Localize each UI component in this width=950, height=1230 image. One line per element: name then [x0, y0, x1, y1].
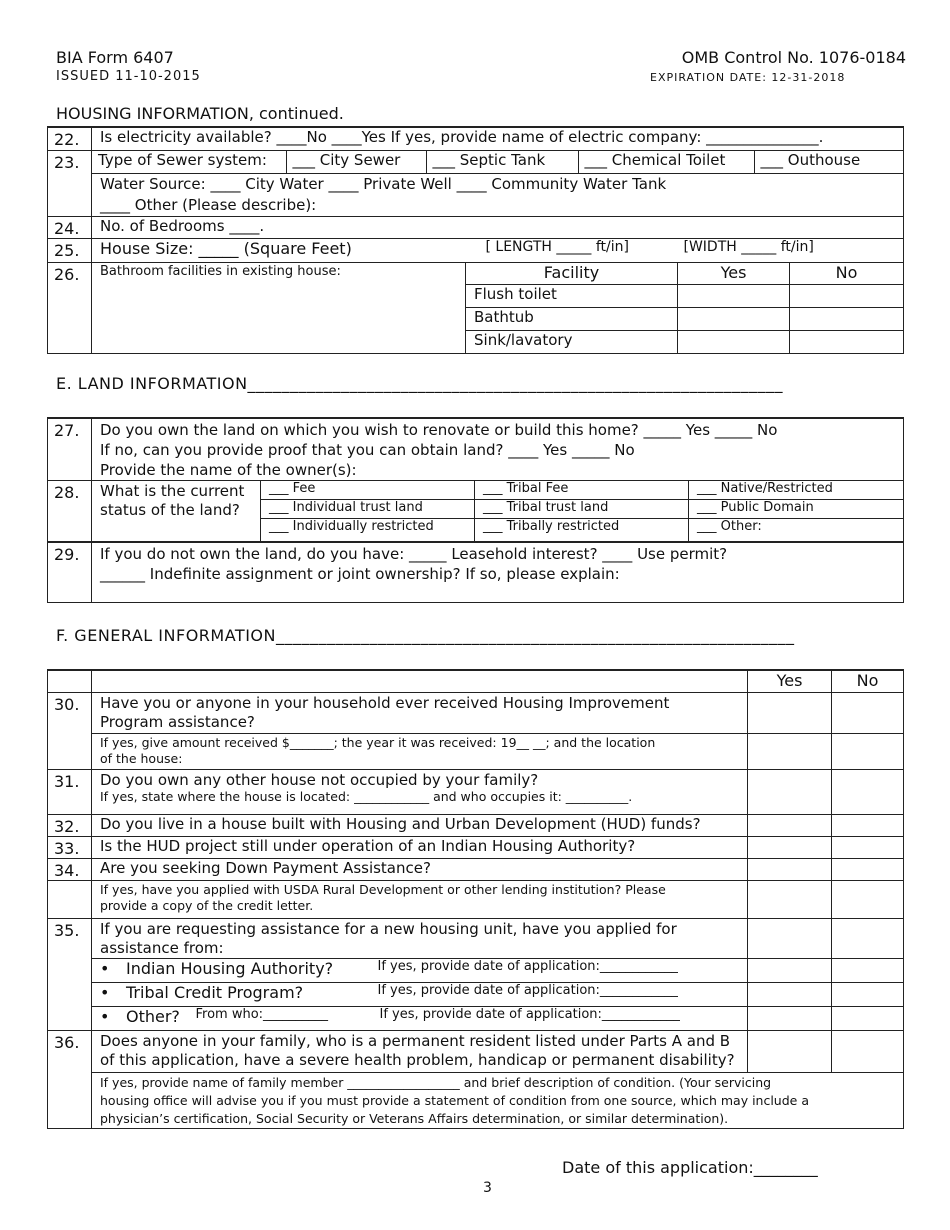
- q30-yes[interactable]: [748, 692, 832, 733]
- q30-sub-1[interactable]: If yes, give amount received $_______; the year it was received: 19__ __; and the location: [100, 734, 656, 750]
- q22-text[interactable]: Is electricity available? ____No ____Yes If yes, provide name of electric company: _______________.: [92, 127, 904, 150]
- water-source-other[interactable]: ____ Other (Please describe):: [100, 195, 317, 214]
- land-individually-restricted[interactable]: ___ Individually restricted: [261, 519, 475, 542]
- q34-sub-2: provide a copy of the credit letter.: [100, 898, 314, 914]
- q35-tcp-label: Tribal Credit Program?: [126, 982, 304, 1002]
- q34-sub-1: If yes, have you applied with USDA Rural Development or other lending institution? Please: [100, 881, 666, 897]
- section-d-title: HOUSING INFORMATION, continued.: [56, 104, 344, 123]
- q30-number: 30.: [48, 692, 92, 769]
- section-e-title: E. LAND INFORMATION_______________________________________________________________: [56, 374, 784, 393]
- sink-no[interactable]: [790, 330, 904, 353]
- q24-number: 24.: [48, 216, 92, 238]
- issued-date: ISSUED 11-10-2015: [56, 69, 201, 84]
- q35-number: 35.: [48, 918, 92, 1030]
- q29-number: 29.: [48, 542, 92, 603]
- question-24: [48, 216, 904, 238]
- land-fee[interactable]: ___ Fee: [261, 481, 475, 500]
- q34-number: 34.: [48, 858, 92, 880]
- q35-tcp-date[interactable]: If yes, provide date of application:____________: [377, 982, 678, 998]
- q35-no[interactable]: [832, 918, 904, 958]
- question-28: [48, 481, 904, 500]
- q35-other-yes[interactable]: [748, 1006, 832, 1030]
- q35-option-tribal-credit: [48, 982, 904, 1006]
- question-23: [48, 150, 904, 173]
- q31-yes[interactable]: [748, 769, 832, 814]
- q36-sub-2: housing office will advise you if you must provide a statement of condition from one source, which may include a: [100, 1092, 809, 1108]
- q35-tcp-yes[interactable]: [748, 982, 832, 1006]
- q34-sub-row: [48, 880, 904, 918]
- house-length-field[interactable]: [ LENGTH _____ ft/in]: [485, 238, 629, 255]
- facility-yes-header: Yes: [678, 262, 790, 284]
- land-table: [47, 417, 904, 603]
- q24-text[interactable]: No. of Bedrooms ____.: [92, 216, 904, 238]
- q26-text: Bathroom facilities in existing house:: [92, 262, 466, 353]
- q36-yes[interactable]: [748, 1030, 832, 1072]
- q36-text-1: Does anyone in your family, who is a permanent resident listed under Parts A and B: [100, 1031, 731, 1050]
- water-source-options[interactable]: Water Source: ____ City Water ____ Private Well ____ Community Water Tank: [100, 174, 667, 193]
- q29-leasehold[interactable]: If you do not own the land, do you have: _____ Leasehold interest? ____ Use permit?: [100, 544, 728, 563]
- q36-sub-row: [48, 1072, 904, 1128]
- q36-number: 36.: [48, 1030, 92, 1128]
- sewer-chemical-toilet[interactable]: ___ Chemical Toilet: [578, 151, 754, 173]
- land-tribally-restricted[interactable]: ___ Tribally restricted: [475, 519, 689, 542]
- q35-iha-no[interactable]: [832, 958, 904, 982]
- question-34: [48, 858, 904, 880]
- land-individual-trust[interactable]: ___ Individual trust land: [261, 500, 475, 519]
- housing-table: [47, 126, 904, 354]
- q35-text-2: assistance from:: [100, 938, 224, 957]
- q36-no[interactable]: [832, 1030, 904, 1072]
- q32-no[interactable]: [832, 814, 904, 836]
- expiration-date: EXPIRATION DATE: 12-31-2018: [650, 71, 846, 84]
- q27-proof-land[interactable]: If no, can you provide proof that you can obtain land? ____ Yes _____ No: [100, 441, 635, 459]
- bullet: •: [100, 982, 110, 1002]
- q35-other-date[interactable]: If yes, provide date of application:____________: [379, 1006, 680, 1022]
- q35-iha-label: Indian Housing Authority?: [126, 958, 334, 978]
- sewer-label: Type of Sewer system:: [92, 151, 286, 173]
- q28-label-2: status of the land?: [100, 501, 240, 519]
- general-yes-header: Yes: [748, 670, 832, 692]
- q30-sub-no[interactable]: [832, 733, 904, 769]
- q29-assignment[interactable]: ______ Indefinite assignment or joint ownership? If so, please explain:: [100, 564, 620, 583]
- q31-text: Do you own any other house not occupied by your family?: [100, 770, 539, 789]
- q31-number: 31.: [48, 769, 92, 814]
- q23-number: 23.: [48, 150, 92, 216]
- q35-iha-yes[interactable]: [748, 958, 832, 982]
- question-26: [48, 262, 904, 284]
- q30-text-1: Have you or anyone in your household ever received Housing Improvement: [100, 693, 670, 712]
- q35-option-other: [48, 1006, 904, 1030]
- q27-number: 27.: [48, 418, 92, 481]
- q32-yes[interactable]: [748, 814, 832, 836]
- q27-own-land[interactable]: Do you own the land on which you wish to renovate or build this home? _____ Yes _____ No: [100, 421, 778, 439]
- land-tribal-fee[interactable]: ___ Tribal Fee: [475, 481, 689, 500]
- q35-text-1: If you are requesting assistance for a new housing unit, have you applied for: [100, 919, 677, 938]
- bathtub-no[interactable]: [790, 307, 904, 330]
- sewer-options: [92, 151, 903, 173]
- land-native-restricted[interactable]: ___ Native/Restricted: [689, 481, 904, 500]
- bathtub-yes[interactable]: [678, 307, 790, 330]
- facility-no-header: No: [790, 262, 904, 284]
- q22-number: 22.: [48, 127, 92, 150]
- bullet: •: [100, 958, 110, 978]
- facility-bathtub: Bathtub: [466, 307, 678, 330]
- general-no-header: No: [832, 670, 904, 692]
- question-30: [48, 692, 904, 733]
- q33-number: 33.: [48, 836, 92, 858]
- facility-header: Facility: [466, 262, 678, 284]
- section-f-title: F. GENERAL INFORMATION_____________________________________________________________: [56, 626, 795, 645]
- q35-other-no[interactable]: [832, 1006, 904, 1030]
- sewer-outhouse[interactable]: ___ Outhouse: [760, 150, 861, 169]
- q35-option-ihA: [48, 958, 904, 982]
- q28-number: 28.: [48, 481, 92, 542]
- sewer-city[interactable]: ___ City Sewer: [286, 151, 426, 173]
- q33-text: Is the HUD project still under operation of an Indian Housing Authority?: [92, 836, 748, 858]
- land-public-domain[interactable]: ___ Public Domain: [689, 500, 904, 519]
- land-tribal-trust[interactable]: ___ Tribal trust land: [475, 500, 689, 519]
- flush-toilet-no[interactable]: [790, 284, 904, 307]
- facility-flush-toilet: Flush toilet: [466, 284, 678, 307]
- question-27: [48, 418, 904, 481]
- general-table: [47, 669, 904, 1129]
- sink-yes[interactable]: [678, 330, 790, 353]
- application-date-field[interactable]: Date of this application:________: [562, 1158, 818, 1177]
- q36-sub-1[interactable]: If yes, provide name of family member __________________ and brief description of condition. (Your servicing: [100, 1074, 772, 1090]
- q26-number: 26.: [48, 262, 92, 353]
- omb-control: OMB Control No. 1076-0184: [681, 48, 906, 67]
- q28-label-1: What is the current: [100, 482, 245, 500]
- general-header-row: [48, 670, 904, 692]
- question-29: [48, 542, 904, 603]
- form-name: BIA Form 6407: [56, 48, 174, 67]
- q34-text: Are you seeking Down Payment Assistance?: [92, 858, 748, 880]
- flush-toilet-yes[interactable]: [678, 284, 790, 307]
- q35-tcp-no[interactable]: [832, 982, 904, 1006]
- q32-number: 32.: [48, 814, 92, 836]
- q34-no[interactable]: [832, 858, 904, 880]
- q30-sub-yes[interactable]: [748, 733, 832, 769]
- water-source-row: [48, 173, 904, 216]
- q35-other-label: Other?: [126, 1006, 180, 1026]
- q35-yes[interactable]: [748, 918, 832, 958]
- q31-no[interactable]: [832, 769, 904, 814]
- q36-sub-3: physician’s certification, Social Security or Veterans Affairs determination, or similar determination).: [100, 1110, 729, 1126]
- q31-sub[interactable]: If yes, state where the house is located: ____________ and who occupies it: __________.: [100, 788, 633, 804]
- question-32: [48, 814, 904, 836]
- q27-owner-name[interactable]: Provide the name of the owner(s):: [100, 461, 357, 479]
- bullet: •: [100, 1006, 110, 1026]
- q30-text-2: Program assistance?: [100, 712, 255, 731]
- q35-iha-date[interactable]: If yes, provide date of application:____________: [377, 958, 678, 974]
- q30-sub-2[interactable]: of the house:: [100, 751, 183, 767]
- q34-sub-yes[interactable]: [748, 880, 832, 918]
- q33-no[interactable]: [832, 836, 904, 858]
- q25-number: 25.: [48, 238, 92, 262]
- q30-no[interactable]: [832, 692, 904, 733]
- house-size-field[interactable]: House Size: _____ (Square Feet): [100, 238, 352, 258]
- q34-yes[interactable]: [748, 858, 832, 880]
- q32-text: Do you live in a house built with Housing and Urban Development (HUD) funds?: [92, 814, 748, 836]
- land-other[interactable]: ___ Other:: [689, 519, 904, 542]
- q34-sub-no[interactable]: [832, 880, 904, 918]
- q35-other-from[interactable]: From who:__________: [195, 1006, 329, 1022]
- question-35: [48, 918, 904, 958]
- sewer-septic[interactable]: ___ Septic Tank: [426, 151, 578, 173]
- facility-sink: Sink/lavatory: [466, 330, 678, 353]
- question-22: [48, 127, 904, 150]
- house-width-field[interactable]: [WIDTH _____ ft/in]: [683, 238, 814, 255]
- q30-sub-row: [48, 733, 904, 769]
- q36-text-2: of this application, have a severe health problem, handicap or permanent disability?: [100, 1050, 735, 1069]
- question-36: [48, 1030, 904, 1072]
- question-25: [48, 238, 904, 262]
- q33-yes[interactable]: [748, 836, 832, 858]
- page-number: 3: [483, 1180, 492, 1196]
- question-33: [48, 836, 904, 858]
- question-31: [48, 769, 904, 814]
